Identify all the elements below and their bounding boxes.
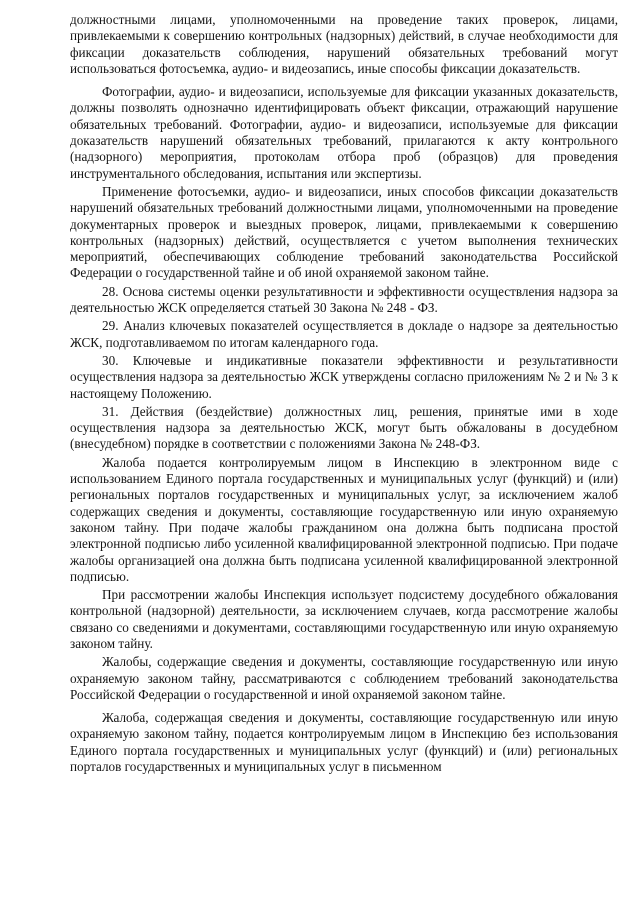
document-page: [70, 12, 618, 775]
paragraph-evidence-recording: должностными лицами, уполномоченными на проведение таких проверок, лицами, привлекаемыми к совершению контрольных (надзорных) действий, в случае необходимости для фиксации доказательств соблюдения, нарушений обязательных требований могут использоваться фотосъемка, аудио- и видеозапись, иные способы фиксации доказательств.: [70, 12, 618, 76]
paragraph-secret-complaints-review: Жалобы, содержащие сведения и документы, составляющие государственную или иную охраняемую законом тайну, рассматриваются с соблюдением требований законодательства Российской Федерации о государственной и иной охраняемой законом тайне.: [70, 654, 618, 702]
paragraph-photo-video-requirements: Фотографии, аудио- и видеозаписи, используемые для фиксации указанных доказательств, должны позволять однозначно идентифицировать объект фиксации, отражающий нарушение обязательных требований. Фотографии, аудио- и видеозаписи, используемые для фиксации доказательств нарушений обязательных требований, прилагаются к акту контрольного (надзорного) мероприятия, протоколам отбора проб (образцов) для проведения инструментального обследования, испытания или экспертизы.: [70, 84, 618, 181]
paragraph-complaint-review-subsystem: При рассмотрении жалобы Инспекция использует подсистему досудебного обжалования контрольной (надзорной) деятельности, за исключением случаев, когда рассмотрение жалобы связано со сведениями и документами, составляющими государственную или иную охраняемую законом тайну.: [70, 587, 618, 651]
paragraph-secret-complaint-submission: Жалоба, содержащая сведения и документы, составляющие государственную или иную охраняемую законом тайну, подается контролируемым лицом в Инспекцию без использования Единого портала государственных и муниципальных услуг (функций) и (или) региональных порталов государственных и муниципальных услуг в письменном: [70, 710, 618, 775]
paragraph-item-29: 29. Анализ ключевых показателей осуществляется в докладе о надзоре за деятельностью ЖСК, подготавливаемом по итогам календарного года.: [70, 318, 618, 350]
paragraph-item-30: 30. Ключевые и индикативные показатели эффективности и результативности осуществления надзора за деятельностью ЖСК утверждены согласно приложениям № 2 и № 3 к настоящему Положению.: [70, 352, 618, 401]
paragraph-item-31: 31. Действия (бездействие) должностных лиц, решения, принятые ими в ходе осуществления надзора за деятельностью ЖСК, могут быть обжалованы в досудебном (внесудебном) порядке в соответствии с положениями Закона № 248-ФЗ.: [70, 403, 618, 452]
paragraph-electronic-complaint: Жалоба подается контролируемым лицом в Инспекцию в электронном виде с использованием Единого портала государственных и муниципальных услуг (функций) и (или) региональных порталов государственных и муниципальных услуг, за исключением жалоб содержащих сведения и документы, составляющие государственную или иную охраняемую законом тайну. При подаче жалобы гражданином она должна быть подписана простой электронной подписью либо усиленной квалифицированной электронной подписью. При подаче жалобы организацией она должна быть подписана усиленной квалифицированной электронной подписью.: [70, 454, 618, 584]
paragraph-item-28: 28. Основа системы оценки результативности и эффективности осуществления надзора за деятельностью ЖСК определяется статьей 30 Закона № 248 - ФЗ.: [70, 283, 618, 316]
paragraph-photo-video-application: Применение фотосъемки, аудио- и видеозаписи, иных способов фиксации доказательств нарушений обязательных требований должностными лицами, уполномоченными на проведение документарных проверок и выездных проверок, лицами, привлекаемыми к совершению контрольных (надзорных) действий, осуществляется с учетом выполнения технических мероприятий, обеспечивающих соблюдение требований законодательства Российской Федерации о государственной тайне и об иной охраняемой законом тайне.: [70, 183, 618, 281]
